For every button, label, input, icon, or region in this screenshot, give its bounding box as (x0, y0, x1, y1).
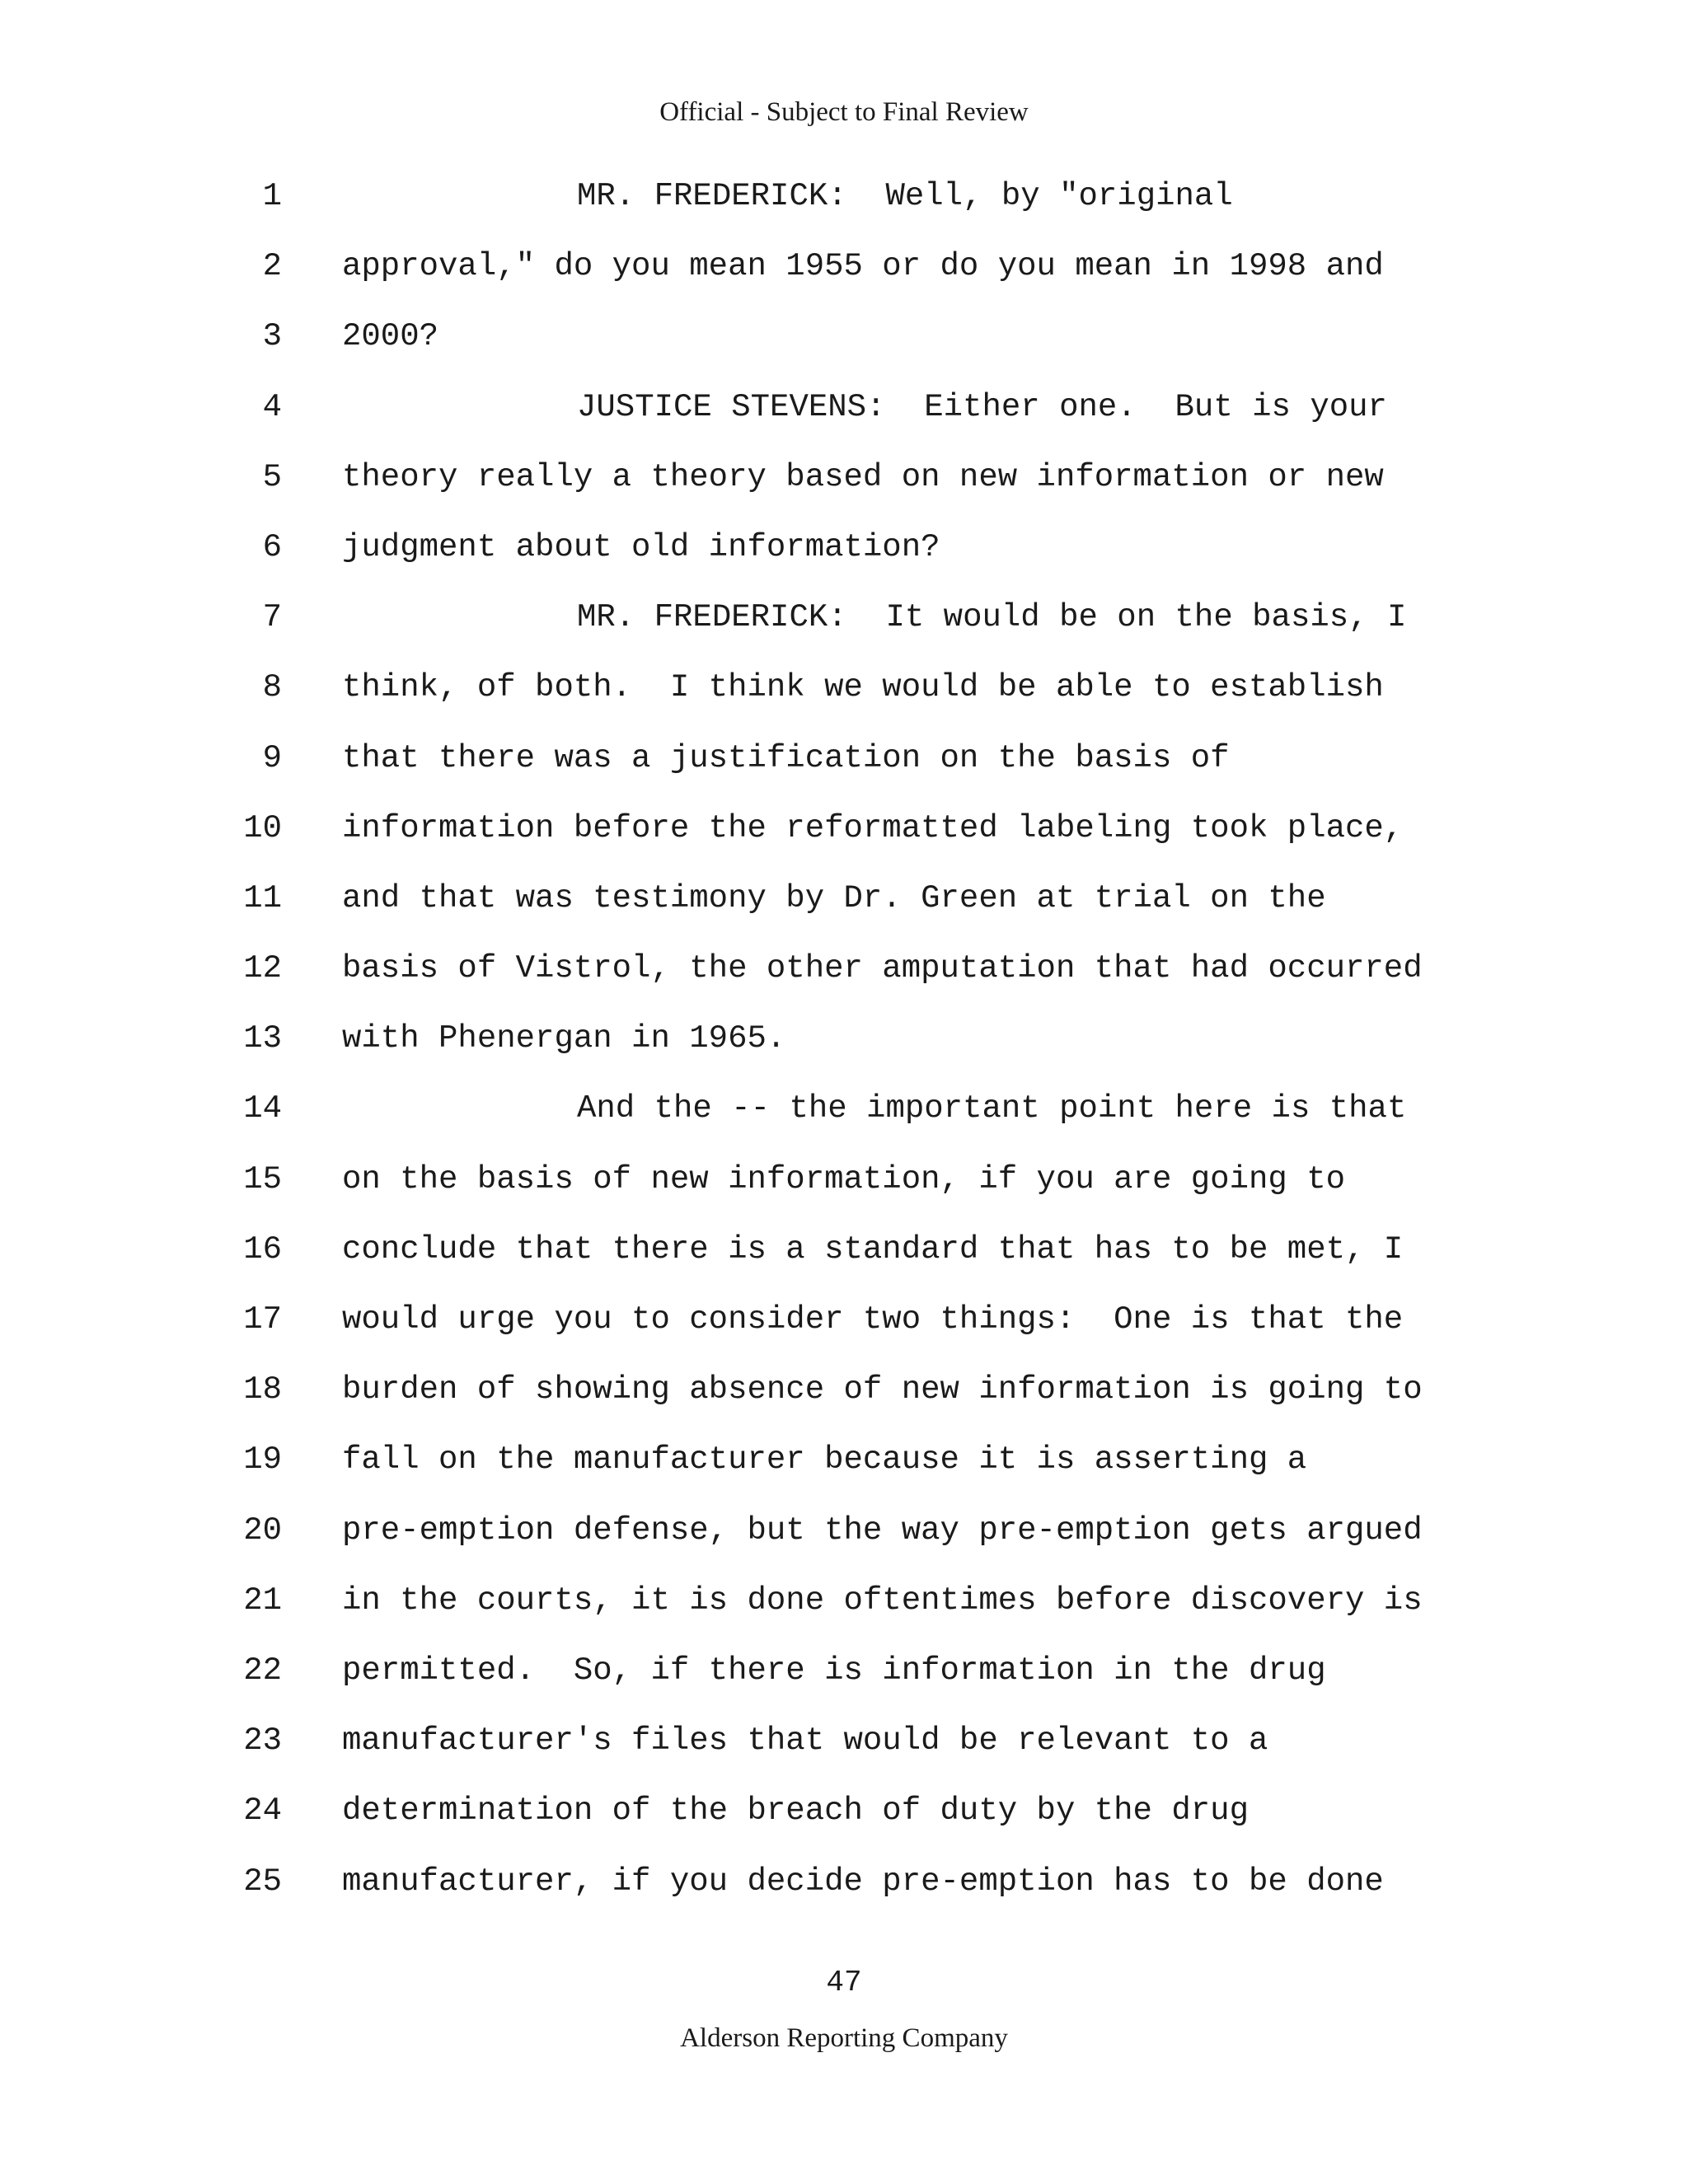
page-number: 47 (826, 1966, 862, 1999)
line-number: 13 (243, 1020, 282, 1057)
line-text: conclude that there is a standard that has to be met, I (342, 1230, 1404, 1268)
transcript-line (0, 1227, 1688, 1297)
line-number: 8 (262, 669, 282, 706)
transcript-line (0, 1157, 1688, 1227)
line-text: pre-emption defense, but the way pre-emption gets argued (342, 1511, 1423, 1549)
line-text: that there was a justification on the basis of (342, 739, 1230, 776)
transcript-line (0, 1788, 1688, 1858)
transcript-line (0, 244, 1688, 314)
transcript-line (0, 1437, 1688, 1507)
line-number: 20 (243, 1511, 282, 1549)
line-number: 12 (243, 950, 282, 987)
line-text: And the -- the important point here is that (577, 1090, 1407, 1127)
transcript-line (0, 525, 1688, 595)
transcript-line (0, 385, 1688, 455)
line-number: 6 (262, 528, 282, 565)
transcript-line (0, 1648, 1688, 1718)
line-number: 19 (243, 1441, 282, 1479)
transcript-line (0, 1859, 1688, 1929)
transcript-line (0, 595, 1688, 665)
transcript-line (0, 174, 1688, 244)
transcript-line (0, 1578, 1688, 1648)
line-number: 14 (243, 1090, 282, 1127)
line-number: 2 (262, 248, 282, 285)
transcript-line (0, 1718, 1688, 1788)
line-text: MR. FREDERICK: Well, by "original (577, 178, 1233, 214)
line-text: manufacturer, if you decide pre-emption has to be done (342, 1863, 1384, 1900)
line-text: would urge you to consider two things: One is that the (342, 1301, 1404, 1338)
line-text: basis of Vistrol, the other amputation that had occurred (342, 950, 1423, 987)
line-text: approval," do you mean 1955 or do you mean in 1998 and (342, 248, 1384, 285)
line-number: 11 (243, 879, 282, 916)
line-text: JUSTICE STEVENS: Either one. But is your (577, 388, 1387, 425)
line-text: with Phenergan in 1965. (342, 1020, 786, 1057)
line-text: information before the reformatted labeling took place, (342, 809, 1404, 846)
line-number: 10 (243, 809, 282, 846)
transcript-line (0, 1297, 1688, 1367)
line-text: and that was testimony by Dr. Green at trial on the (342, 879, 1326, 916)
transcript-line (0, 1086, 1688, 1156)
transcript-line (0, 1016, 1688, 1086)
line-number: 5 (262, 458, 282, 495)
line-number: 23 (243, 1722, 282, 1760)
line-number: 17 (243, 1301, 282, 1338)
line-number: 15 (243, 1160, 282, 1197)
transcript-line (0, 736, 1688, 806)
line-number: 1 (262, 178, 282, 214)
line-text: judgment about old information? (342, 528, 940, 565)
line-text: theory really a theory based on new information or new (342, 458, 1384, 495)
line-text: in the courts, it is done oftentimes before discovery is (342, 1582, 1423, 1619)
transcript-line (0, 314, 1688, 384)
transcript-line (0, 876, 1688, 946)
line-number: 21 (243, 1582, 282, 1619)
line-text: fall on the manufacturer because it is asserting a (342, 1441, 1307, 1479)
transcript-line (0, 1367, 1688, 1437)
transcript-body (0, 174, 1688, 1929)
transcript-line (0, 665, 1688, 735)
transcript-line (0, 1508, 1688, 1578)
line-text: think, of both. I think we would be able to establish (342, 669, 1384, 706)
line-number: 3 (262, 318, 282, 355)
line-number: 7 (262, 599, 282, 636)
page-header: Official - Subject to Final Review (659, 97, 1029, 127)
line-text: on the basis of new information, if you are going to (342, 1160, 1345, 1197)
line-text: permitted. So, if there is information in the drug (342, 1652, 1326, 1689)
line-number: 25 (243, 1863, 282, 1900)
line-text: 2000? (342, 318, 439, 355)
transcript-line (0, 806, 1688, 876)
line-text: burden of showing absence of new information is going to (342, 1371, 1423, 1408)
line-number: 18 (243, 1371, 282, 1408)
line-number: 4 (262, 388, 282, 425)
line-number: 9 (262, 739, 282, 776)
line-text: MR. FREDERICK: It would be on the basis, I (577, 599, 1407, 636)
line-number: 24 (243, 1793, 282, 1830)
line-text: determination of the breach of duty by the drug (342, 1793, 1249, 1830)
line-number: 22 (243, 1652, 282, 1689)
transcript-line (0, 455, 1688, 525)
line-text: manufacturer's files that would be relevant to a (342, 1722, 1268, 1760)
page-footer: Alderson Reporting Company (680, 2023, 1008, 2053)
transcript-line (0, 946, 1688, 1016)
line-number: 16 (243, 1230, 282, 1268)
